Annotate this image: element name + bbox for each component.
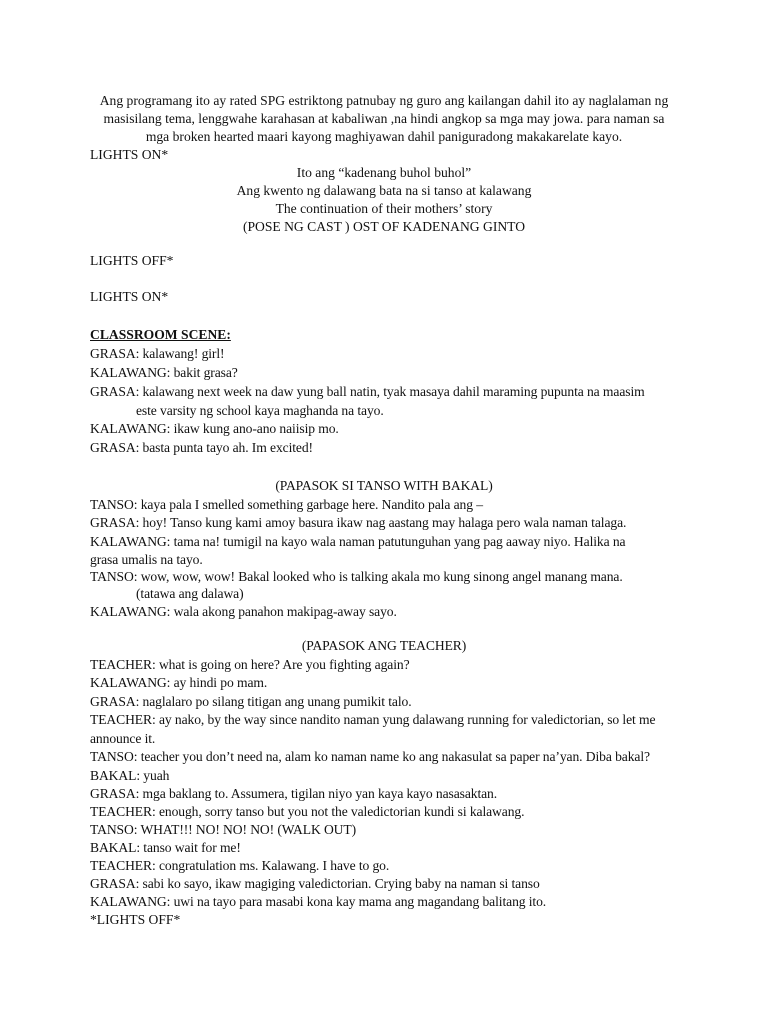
- dialogue-line: TEACHER: ay nako, by the way since nandito naman yung dalawang running for valedictorian, so let me: [90, 712, 656, 727]
- dialogue-line: TANSO: teacher you don’t need na, alam ko naman name ko ang nakasulat sa paper na’yan. Diba bakal?: [90, 749, 650, 764]
- dialogue-line: TEACHER: enough, sorry tanso but you not the valedictorian kundi si kalawang.: [90, 804, 525, 819]
- dialogue-line: este varsity ng school kaya maghanda na tayo.: [136, 403, 384, 418]
- stage-direction: (tatawa ang dalawa): [136, 586, 244, 601]
- dialogue-line: announce it.: [90, 731, 156, 746]
- cue-lights-off: LIGHTS OFF*: [90, 253, 174, 268]
- dialogue-line: GRASA: mga baklang to. Assumera, tigilan niyo yan kaya kayo nasasaktan.: [90, 786, 498, 801]
- dialogue-line: TANSO: wow, wow, wow! Bakal looked who is talking akala mo kung sinong angel manang mana.: [90, 569, 623, 584]
- dialogue-line: KALAWANG: tama na! tumigil na kayo wala naman patutunguhan yang pag aaway niyo. Halika na: [90, 534, 626, 549]
- cue-lights-on: LIGHTS ON*: [90, 147, 169, 162]
- intro-line-1: Ang programang ito ay rated SPG estriktong patnubay ng guro ang kailangan dahil ito ay naglalaman ng: [99, 93, 669, 108]
- title-line-2: Ang kwento ng dalawang bata na si tanso at kalawang: [236, 183, 532, 198]
- dialogue-line: KALAWANG: ikaw kung ano-ano naiisip mo.: [90, 421, 339, 436]
- dialogue-line: GRASA: naglalaro po silang titigan ang unang pumikit talo.: [90, 694, 412, 709]
- dialogue-line: GRASA: basta punta tayo ah. Im excited!: [90, 440, 313, 455]
- dialogue-line: BAKAL: tanso wait for me!: [90, 840, 241, 855]
- cue-lights-off: *LIGHTS OFF*: [90, 912, 181, 927]
- intro-line-3: mga broken hearted maari kayong maghiyawan dahil paniguradong makakarelate kayo.: [145, 129, 623, 144]
- stage-direction: (PAPASOK ANG TEACHER): [301, 638, 467, 653]
- intro-line-2: masisilang tema, lenggwahe karahasan at kabaliwan ,na hindi angkop sa mga may jowa. para naman sa: [103, 111, 665, 126]
- dialogue-line: KALAWANG: ay hindi po mam.: [90, 675, 268, 690]
- dialogue-line: TANSO: WHAT!!! NO! NO! NO! (WALK OUT): [90, 822, 357, 837]
- title-line-4: (POSE NG CAST ) OST OF KADENANG GINTO: [242, 219, 526, 234]
- dialogue-line: KALAWANG: wala akong panahon makipag-away sayo.: [90, 604, 397, 619]
- scene-heading: CLASSROOM SCENE:: [90, 327, 231, 342]
- title-line-1: Ito ang “kadenang buhol buhol”: [296, 165, 472, 180]
- dialogue-line: grasa umalis na tayo.: [90, 552, 203, 567]
- dialogue-line: GRASA: hoy! Tanso kung kami amoy basura ikaw nag aastang may halaga pero wala naman talaga.: [90, 515, 627, 530]
- title-line-3: The continuation of their mothers’ story: [275, 201, 493, 216]
- dialogue-line: KALAWANG: uwi na tayo para masabi kona kay mama ang magandang balitang ito.: [90, 894, 547, 909]
- dialogue-line: TEACHER: congratulation ms. Kalawang. I have to go.: [90, 858, 390, 873]
- dialogue-line: TEACHER: what is going on here? Are you fighting again?: [90, 657, 410, 672]
- stage-direction: (PAPASOK SI TANSO WITH BAKAL): [275, 478, 493, 493]
- dialogue-line: GRASA: kalawang! girl!: [90, 346, 225, 361]
- dialogue-line: GRASA: kalawang next week na daw yung ball natin, tyak masaya dahil maraming pupunta na maasim: [90, 384, 645, 399]
- cue-lights-on: LIGHTS ON*: [90, 289, 169, 304]
- dialogue-line: TANSO: kaya pala I smelled something garbage here. Nandito pala ang –: [90, 497, 483, 512]
- dialogue-line: KALAWANG: bakit grasa?: [90, 365, 238, 380]
- dialogue-line: GRASA: sabi ko sayo, ikaw magiging valedictorian. Crying baby na naman si tanso: [90, 876, 540, 891]
- dialogue-line: BAKAL: yuah: [90, 768, 170, 783]
